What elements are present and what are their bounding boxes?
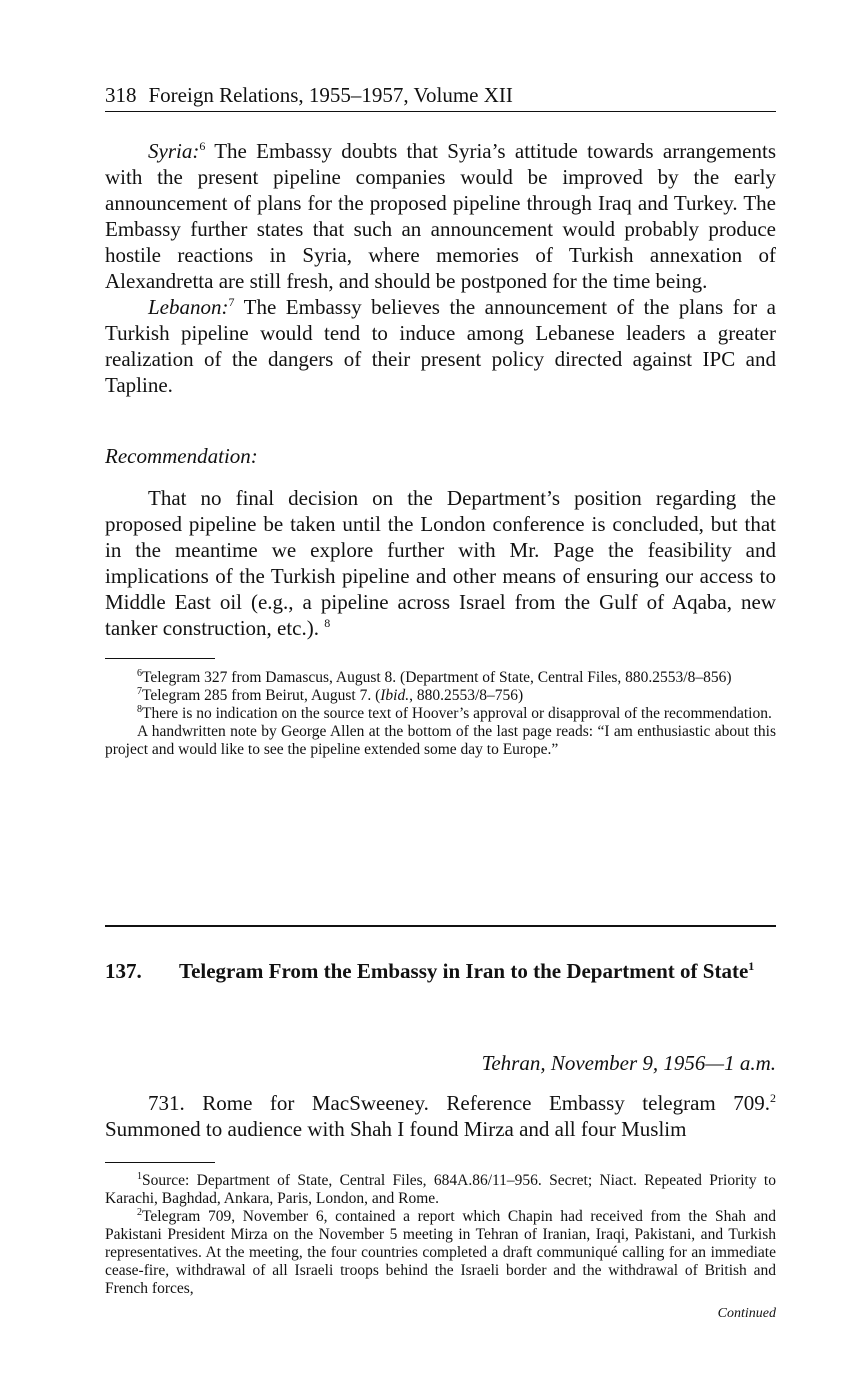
footnote-2-num: 2 bbox=[137, 1207, 142, 1218]
footnote-8-num: 8 bbox=[137, 704, 142, 715]
footnotes-top bbox=[105, 669, 776, 759]
footnote-6 bbox=[105, 669, 776, 687]
dateline: Tehran, November 9, 1956—1 a.m. bbox=[481, 1051, 776, 1075]
lebanon-label: Lebanon: bbox=[148, 295, 229, 319]
footnote-8 bbox=[105, 705, 776, 723]
document-page bbox=[105, 0, 776, 1380]
footnote-7-num: 7 bbox=[137, 686, 142, 697]
recommendation-heading: Recommendation: bbox=[105, 444, 258, 468]
footnote-1 bbox=[105, 1172, 776, 1208]
footnotes-bottom bbox=[105, 1172, 776, 1298]
footnote-divider-top bbox=[105, 658, 215, 659]
main-text-block bbox=[105, 138, 776, 398]
footnote-ref-1[interactable]: 1 bbox=[748, 959, 755, 973]
footnote-6-text: Telegram 327 from Damascus, August 8. (Department of State, Central Files, 880.2553/8–856) bbox=[142, 669, 732, 686]
lebanon-paragraph bbox=[105, 294, 776, 398]
running-title: Foreign Relations, 1955–1957, Volume XII bbox=[148, 83, 513, 107]
telegram-text-start: 731. Rome for MacSweeney. Reference Embassy telegram 709. bbox=[148, 1091, 770, 1115]
footnote-ref-7[interactable]: 7 bbox=[228, 295, 235, 309]
footnote-2-text: Telegram 709, November 6, contained a report which Chapin had received from the Shah and Pakistani President Mirza on the November 5 meeting in Tehran of Iranian, Iraqi, Pakistani, and Turkish representatives. At the meeting, the four countries completed a draft communiqué calling for an immediate cease-fire, withdrawal of all Israeli troops behind the Israeli border and the withdrawal of British and French forces, bbox=[105, 1208, 776, 1297]
footnote-ref-8[interactable]: 8 bbox=[324, 616, 331, 630]
page-number: 318 bbox=[105, 83, 137, 107]
footnote-2 bbox=[105, 1208, 776, 1298]
syria-paragraph bbox=[105, 138, 776, 294]
document-number: 137. bbox=[105, 959, 142, 983]
section-divider bbox=[105, 925, 776, 927]
syria-text: The Embassy doubts that Syria’s attitude towards arrangements with the present pipeline companies would be improved by the early announcement of plans for the proposed pipeline through Iraq and Turkey. The Embassy further states that such an announcement would probably produce hostile reactions in Syria, where memories of Turkish annexation of Alexandretta are still fresh, and should be postponed for the time being. bbox=[105, 139, 776, 293]
telegram-text-cont: Summoned to audience with Shah I found Mirza and all four Muslim bbox=[105, 1117, 687, 1141]
telegram-body-block bbox=[105, 1090, 776, 1142]
recommendation-block bbox=[105, 485, 776, 641]
footnote-7 bbox=[105, 687, 776, 705]
document-heading bbox=[105, 958, 776, 985]
footnote-1-text: Source: Department of State, Central Files, 684A.86/11–956. Secret; Niact. Repeated Priority to Karachi, Baghdad, Ankara, Paris, London, and Rome. bbox=[105, 1172, 776, 1207]
footnote-6-num: 6 bbox=[137, 668, 142, 679]
recommendation-text: That no final decision on the Department’s position regarding the proposed pipeline be taken until the London conference is concluded, but that in the meantime we explore further with Mr. Page the feasibility and implications of the Turkish pipeline and other means of ensuring our access to Middle East oil (e.g., a pipeline across Israel from the Gulf of Aqaba, new tanker construction, etc.). bbox=[105, 486, 776, 640]
footnote-8-text: There is no indication on the source text of Hoover’s approval or disapproval of the recommendation. bbox=[142, 705, 772, 722]
footnote-ref-6[interactable]: 6 bbox=[199, 139, 206, 153]
syria-label: Syria: bbox=[148, 139, 200, 163]
footnote-7-text-b: , 880.2553/8–756) bbox=[409, 687, 524, 704]
footnote-7-text-a: Telegram 285 from Beirut, August 7. ( bbox=[142, 687, 381, 704]
lebanon-text: The Embassy believes the announcement of the plans for a Turkish pipeline would tend to induce among Lebanese leaders a greater realization of the dangers of their present policy directed against IPC and Tapline. bbox=[105, 295, 776, 397]
recommendation-paragraph bbox=[105, 485, 776, 641]
document-title-wrap bbox=[179, 958, 776, 985]
continued-label: Continued bbox=[717, 1306, 776, 1321]
footnote-handwritten-note: A handwritten note by George Allen at the bottom of the last page reads: “I am enthusiastic about this project and would like to see the pipeline extended some day to Europe.” bbox=[105, 723, 776, 758]
footnote-1-num: 1 bbox=[137, 1171, 142, 1182]
footnote-7-ibid: Ibid. bbox=[380, 687, 410, 704]
running-head bbox=[105, 81, 776, 112]
telegram-paragraph bbox=[105, 1090, 776, 1142]
footnote-divider-bottom bbox=[105, 1162, 215, 1163]
document-title: Telegram From the Embassy in Iran to the Department of State bbox=[179, 959, 749, 983]
footnote-ref-2[interactable]: 2 bbox=[770, 1091, 776, 1105]
